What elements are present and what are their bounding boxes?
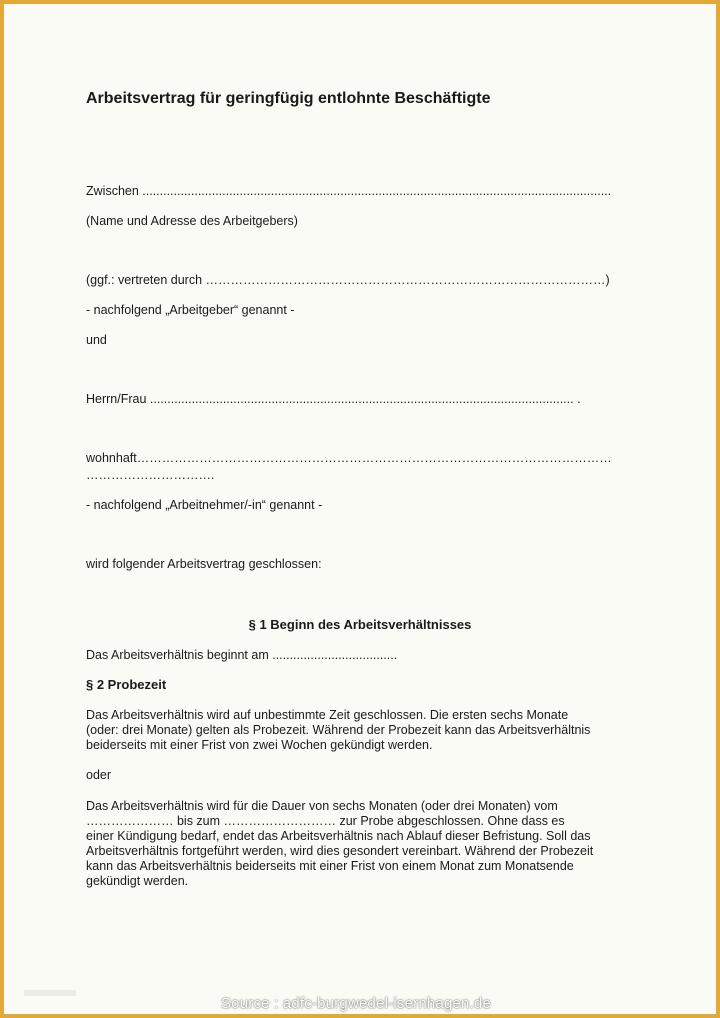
document-title: Arbeitsvertrag für geringfügig entlohnte Beschäftigte [86,90,491,107]
arbeitgeber-note: (Name und Adresse des Arbeitgebers) [86,214,298,228]
paragraph-line: kann das Arbeitsverhältnis beiderseits mit einer Frist von einem Monat zum Monatsende [86,859,574,873]
wohnhaft-line-2: …………………………. [86,468,215,482]
source-watermark: Source : adfc-burgwedel-isernhagen.de [220,995,492,1012]
vertreten-line: (ggf.: vertreten durch ……………………………………………………………………………………) [86,273,610,287]
paragraph-line: Das Arbeitsverhältnis wird auf unbestimmte Zeit geschlossen. Die ersten sechs Monate [86,708,569,722]
section1-heading: § 1 Beginn des Arbeitsverhältnisses [248,617,472,632]
arbeitgeber-genannt: - nachfolgend „Arbeitgeber“ genannt - [86,303,295,317]
section1-text: Das Arbeitsverhältnis beginnt am .................................... [86,648,398,662]
vertrag-geschlossen: wird folgender Arbeitsvertrag geschlossen: [86,557,322,571]
paragraph-line: ………………… bis zum ……………………… zur Probe abgeschlossen. Ohne dass es [86,814,565,828]
document-page [4,4,716,1014]
paragraph-line: Das Arbeitsverhältnis wird für die Dauer von sechs Monaten (oder drei Monaten) vom [86,799,558,813]
paragraph-line: Arbeitsverhältnis fortgeführt werden, wird dies gesondert vereinbart. Während der Probezeit [86,844,594,858]
wohnhaft-line-1: wohnhaft…………………………………………………………………………………………………… [86,451,612,465]
section2-heading: § 2 Probezeit [86,677,167,692]
paragraph-line: einer Kündigung bedarf, endet das Arbeitsverhältnis nach Ablauf dieser Befristung. Soll das [86,829,591,843]
und-text: und [86,333,107,347]
paragraph-line: beiderseits mit einer Frist von zwei Wochen gekündigt werden. [86,738,433,752]
herr-frau-line: Herrn/Frau .......................................................................................................................... . [86,392,581,406]
oder-text: oder [86,768,112,782]
paragraph-line: (oder: drei Monate) gelten als Probezeit. Während der Probezeit kann das Arbeitsverhältnis [86,723,591,737]
paragraph-line: gekündigt werden. [86,874,189,888]
arbeitnehmer-genannt: - nachfolgend „Arbeitnehmer/-in“ genannt - [86,498,323,512]
zwischen-line: Zwischen ....................................................................................................................................... [86,184,612,198]
